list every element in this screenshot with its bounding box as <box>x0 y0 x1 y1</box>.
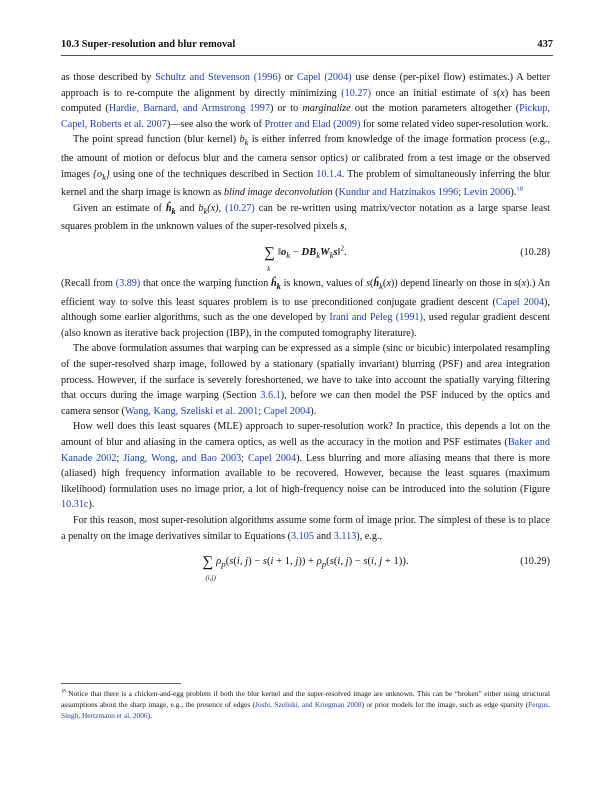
text: ). Less blurring and more aliasing means that there is more (aliased) high frequency information available to be recovered. However, because the least squares (maximum likelihood) formulation uses no image prior, a lot of high-frequency noise can be introduced into the solution (Figure <box>61 452 550 495</box>
math-inline: $ĥ_k$ <box>270 278 281 292</box>
text: for some related video super-resolution work. <box>360 118 549 130</box>
text: . The problem of simultaneously inferring the blur kernel and the sharp image is known as <box>61 168 550 199</box>
text: as those described by <box>61 72 156 83</box>
sum-subscript: (i,j) <box>205 574 216 583</box>
equation-body: ∑ k $‖o_k$ − $DB_kW_ks‖^2$. <box>61 245 550 264</box>
paragraph <box>61 132 550 200</box>
citation-link[interactable]: Wang, Kang, Szeliski et al. 2001 <box>124 405 259 417</box>
text: out the motion parameters altogether ( <box>350 103 520 115</box>
equation-link[interactable]: (3.89) <box>115 278 141 290</box>
citation-link[interactable]: Hardie, Barnard, and Armstrong 1997 <box>108 103 270 115</box>
citation-link[interactable]: Capel 2004 <box>247 452 297 464</box>
text: ; <box>258 405 264 417</box>
citation-link[interactable]: Capel 2004 <box>495 296 545 308</box>
citation-link[interactable]: Jiang, Wong, and Bao 2003 <box>123 452 242 464</box>
footnote <box>61 689 550 721</box>
emphasis: marginalize <box>302 103 351 115</box>
text: ; <box>116 452 124 464</box>
footnote-marker[interactable]: 18 <box>516 185 523 193</box>
citation-link[interactable]: Fergus, Singh, Hertzmann et al. 2006 <box>61 699 550 720</box>
math-inline: s <box>340 221 345 233</box>
citation-link[interactable]: Pickup, Capel, Roberts et al. 2007 <box>61 103 550 130</box>
text: ). <box>88 499 95 511</box>
text: How well does this least squares (MLE) approach to super-resolution work? In practice, this depends a lot on the amount of blur and aliasing in the camera optics, as well as the accuracy in the motion and PSF estimates ( <box>61 421 550 448</box>
text: that once the warping function <box>140 278 271 290</box>
text: .) An efficient way to solve this least squares problem is to use preconditioned conjugate gradient descent ( <box>61 278 551 308</box>
math-inline: s <box>514 278 519 290</box>
equation-body: ∑ (i,j) $\rho_p(s(i$, j) − s(i + 1, $j)) + \rho_p(s(i$, j) − s(i, j + 1)). <box>61 554 550 573</box>
sum-subscript: k <box>267 265 271 274</box>
equation-10-28 <box>61 239 550 273</box>
equation-number: (10.28) <box>520 247 550 259</box>
text: ), e.g., <box>356 530 383 542</box>
paragraph <box>61 513 550 544</box>
citation-link[interactable]: Capel 2004 <box>263 405 311 417</box>
paragraph: (Recall from (3.89) that once the warping function $ĥ_k$ is known, values of $s(ĥ_k(x))$ depend linearly on those in s(x).) An efficient way to solve this least squares problem is to use preconditioned conjugate gradient descent (Capel 2004), although some earlier algorithms, such as the one developed by Irani and Peleg (1991), used regular gradient descent (also known as iterative back projection (IBP), in the computed tomography literature). <box>61 278 551 339</box>
text: is either inferred from knowledge of the image formation process (e.g., the amount of motion or defocus blur and the camera sensor optics) or calibrated from a test image or the observed images <box>61 134 550 180</box>
paragraph <box>61 419 550 513</box>
paragraph <box>61 201 550 235</box>
section-link[interactable]: 3.6.1 <box>260 390 281 402</box>
text: depend linearly on those in <box>397 278 515 290</box>
math-inline: $ĥ_k$ <box>165 202 176 216</box>
text: ) or to <box>269 103 303 115</box>
header-rule <box>61 55 553 56</box>
emphasis: blind image deconvolution <box>223 187 333 199</box>
figure-link[interactable]: 10.31c <box>61 499 89 511</box>
text: once an initial estimate of <box>370 87 493 99</box>
running-header <box>61 39 553 53</box>
footnote-number: 18 <box>61 689 66 695</box>
text: and <box>313 530 334 542</box>
text: ( <box>332 187 339 199</box>
text: ). <box>147 710 152 720</box>
text: ; <box>241 452 248 464</box>
math-inline: $b_k$ <box>239 134 249 148</box>
section-link[interactable]: 10.1.4 <box>316 168 342 180</box>
citation-link[interactable]: Kundur and Hatzinakos 1996 <box>338 187 459 199</box>
text: ; <box>458 187 464 199</box>
text: ), before we can then model the PSF induced by the optics and camera sensor ( <box>61 390 550 417</box>
text: , <box>344 221 347 233</box>
equation-link[interactable]: 3.105 <box>291 530 314 542</box>
citation-link[interactable]: Schultz and Stevenson (1996) <box>155 72 281 83</box>
text: can be re-written using matrix/vector notation as a large sparse least squares problem in the unknown values of the super-resolved pixels <box>61 202 550 233</box>
text: ). <box>510 187 517 199</box>
equation-link[interactable]: 3.113 <box>333 530 357 542</box>
citation-link[interactable]: Baker and Kanade 2002 <box>61 437 550 464</box>
main-text <box>61 70 550 585</box>
paragraph <box>61 341 550 419</box>
text: )—see also the work of <box>166 118 265 130</box>
text: , <box>218 202 226 214</box>
text: is known, values of <box>280 278 367 290</box>
text: (Recall from <box>61 278 116 290</box>
text: For this reason, most super-resolution algorithms assume some form of image prior. The simplest of these is to place a penalty on the image derivatives similar to Equations ( <box>61 514 550 542</box>
math-inline: s <box>492 87 497 99</box>
citation-link[interactable]: Capel (2004) <box>296 72 352 83</box>
text: has been computed ( <box>61 87 551 115</box>
text: use dense (per-pixel flow) estimates.) A better approach is to re-compute the alignment by directly minimizing <box>61 72 550 99</box>
text: and <box>175 202 199 214</box>
equation-link[interactable]: (10.27) <box>225 202 255 214</box>
text: , used regular gradient descent (also known as iterative back projection (IBP), in the computed tomography literature). <box>61 312 551 339</box>
footnote-rule <box>61 683 181 684</box>
equation-link[interactable]: (10.27) <box>341 87 371 99</box>
text: using one of the techniques described in Section <box>109 168 317 180</box>
text: ), although some earlier algorithms, such as the one developed by <box>61 296 550 324</box>
math-inline: $\{o_k\}$ <box>92 168 110 182</box>
text: The point spread function (blur kernel) <box>73 134 240 146</box>
paragraph: as those described by Schultz and Stevenson (1996) or Capel (2004) use dense (per-pixel flow) estimates.) A better approach is to re-compute the alignment by directly minimizing (10.27) once an initial estimate of s(x) has been computed (Hardie, Barnard, and Armstrong 1997) or to marginalize out the motion parameters altogether (Pickup, Capel, Roberts et al. 2007)—see also the work of Protter and Elad (2009) for some related video super-resolution work. <box>61 72 551 130</box>
text: The above formulation assumes that warping can be expressed as a simple (sinc or bicubic) interpolated resampling of the super-resolved sharp image, followed by a stationary (spatially invariant) blurring (PSF) and area integration process. However, if the surface is severely foreshortened, we have to take into account the spatially varying filtering that occurs during the image warping (Section <box>61 343 550 402</box>
text: Given an estimate of <box>73 202 166 214</box>
text: ) or prior models for the image, such as edge sparsity ( <box>361 699 529 709</box>
citation-link[interactable]: Protter and Elad (2009) <box>264 118 361 130</box>
text: ). <box>310 405 317 417</box>
section-title: 10.3 Super-resolution and blur removal <box>61 39 236 50</box>
citation-link[interactable]: Irani and Peleg (1991) <box>329 312 423 324</box>
citation-link[interactable]: Joshi, Szeliski, and Kriegman 2008 <box>254 699 362 709</box>
equation-10-29 <box>61 548 550 582</box>
citation-link[interactable]: Levin 2006 <box>463 187 511 199</box>
text: or <box>280 72 297 83</box>
text: Notice that there is a chicken-and-egg problem if both the blur kernel and the super-resolved image are unknown. This can be “broken” either using structural assumptions about the sharp image, e.g., the presence of edges ( <box>61 689 550 709</box>
page-number: 437 <box>537 39 553 50</box>
math-inline: s <box>366 278 371 290</box>
math-inline: x <box>500 87 505 99</box>
math-inline: $b_k(x)$ <box>198 202 219 216</box>
equation-number: (10.29) <box>520 556 550 568</box>
